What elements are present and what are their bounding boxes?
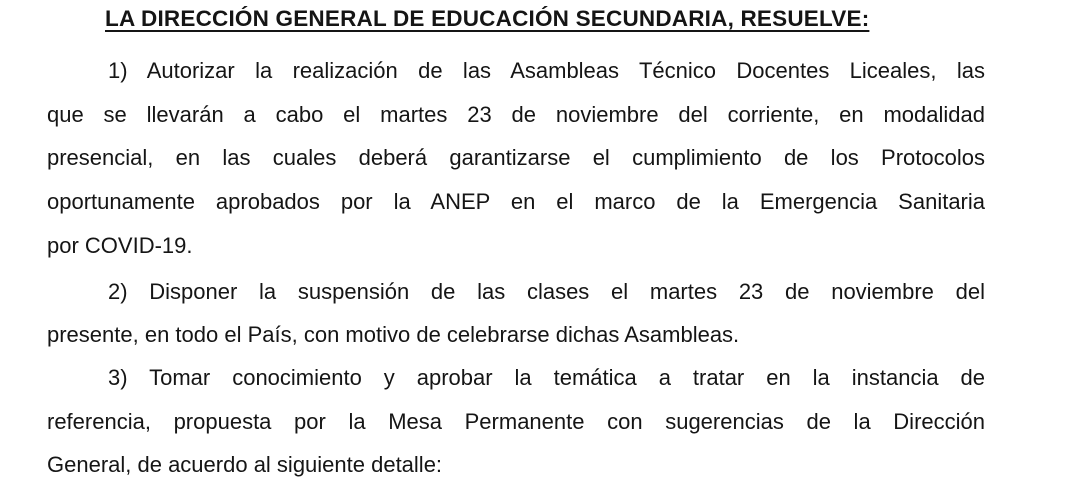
item-1-line-1: 1) Autorizar la realización de las Asambleas Técnico Docentes Liceales, las bbox=[108, 58, 985, 83]
resolution-heading: LA DIRECCIÓN GENERAL DE EDUCACIÓN SECUNDARIA, RESUELVE: bbox=[105, 6, 870, 31]
item-3-line-2: referencia, propuesta por la Mesa Permanente con sugerencias de la Dirección bbox=[47, 409, 985, 434]
item-3-line-1: 3) Tomar conocimiento y aprobar la temática a tratar en la instancia de bbox=[108, 365, 985, 390]
item-1-line-3: presencial, en las cuales deberá garantizarse el cumplimiento de los Protocolos bbox=[47, 145, 985, 170]
item-1-line-4: oportunamente aprobados por la ANEP en el marco de la Emergencia Sanitaria bbox=[47, 189, 985, 214]
item-1-line-5: por COVID-19. bbox=[47, 233, 193, 258]
item-2-line-1: 2) Disponer la suspensión de las clases el martes 23 de noviembre del bbox=[108, 279, 985, 304]
item-1-line-2: que se llevarán a cabo el martes 23 de noviembre del corriente, en modalidad bbox=[47, 102, 985, 127]
item-3-line-3: General, de acuerdo al siguiente detalle: bbox=[47, 452, 443, 477]
item-2-line-2: presente, en todo el País, con motivo de celebrarse dichas Asambleas. bbox=[47, 322, 740, 347]
